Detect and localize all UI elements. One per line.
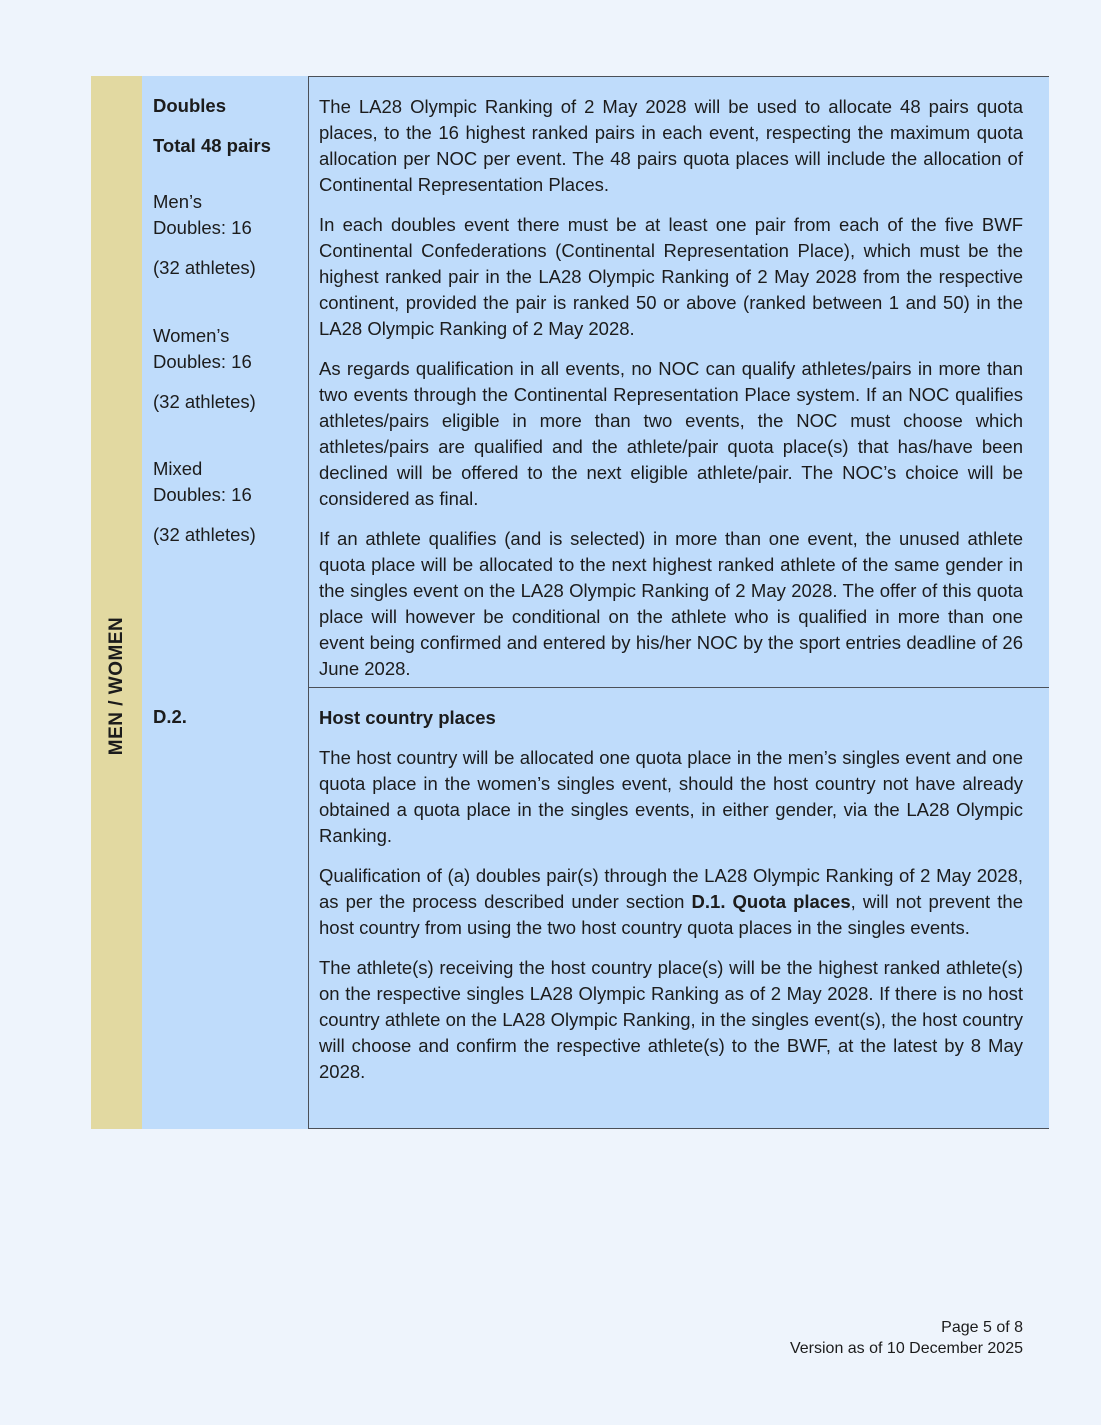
mens-label-line1: Men’s bbox=[153, 191, 203, 212]
doubles-title: Doubles bbox=[153, 95, 226, 116]
paragraph: As regards qualification in all events, no NOC can qualify athletes/pairs in more than two events through the Continental Representation Place system. If an NOC qualifies athletes/pairs eligible in more than two events, the NOC must choose which athletes/pairs are qualified and the athlete/pair quota place(s) that has/have been declined will be offered to the next eligible athlete/pair. The NOC’s choice will be considered as final. bbox=[319, 358, 1023, 509]
doubles-total: Total 48 pairs bbox=[153, 135, 271, 156]
mens-athletes: (32 athletes) bbox=[153, 257, 256, 278]
womens-athletes: (32 athletes) bbox=[153, 391, 256, 412]
mixed-label-line2: Doubles: 16 bbox=[153, 484, 252, 505]
mens-doubles-label bbox=[153, 189, 298, 241]
section-reference: D.1. Quota places bbox=[691, 891, 851, 912]
version-date: Version as of 10 December 2025 bbox=[789, 1340, 1023, 1357]
mens-label-line2: Doubles: 16 bbox=[153, 217, 252, 238]
womens-label-line2: Doubles: 16 bbox=[153, 351, 252, 372]
mixed-label-line1: Mixed bbox=[153, 458, 203, 479]
doubles-label-cell bbox=[142, 76, 308, 687]
side-label: MEN / WOMEN bbox=[105, 616, 127, 756]
paragraph-text: Qualification of (a) doubles pair(s) through the LA28 Olympic Ranking of 2 May 2028, as per the process described under section bbox=[319, 865, 1023, 912]
womens-label-line1: Women’s bbox=[153, 325, 230, 346]
paragraph: The LA28 Olympic Ranking of 2 May 2028 will be used to allocate 48 pairs quota places, to the 16 highest ranked pairs in each event, respecting the maximum quota allocation per NOC per event. The 48 pairs quota places will include the allocation of Continental Representation Places. bbox=[319, 96, 1023, 195]
paragraph: If an athlete qualifies (and is selected) in more than one event, the unused athlete quota place will be allocated to the next highest ranked athlete of the same gender in the singles event on the LA28 Olympic Ranking of 2 May 2028. The offer of this quota place will however be conditional on the athlete who is qualified in more than one event being confirmed and entered by his/her NOC by the sport entries deadline of 26 June 2028. bbox=[319, 528, 1023, 679]
mixed-athletes: (32 athletes) bbox=[153, 524, 256, 545]
paragraph: The host country will be allocated one quota place in the men’s singles event and one quota place in the women’s singles event, should the host country not have already obtained a quota place in the singles events, in either gender, via the LA28 Olympic Ranking. bbox=[319, 747, 1023, 846]
paragraph bbox=[319, 863, 1023, 941]
section-heading: Host country places bbox=[319, 707, 496, 728]
page-number: Page 5 of 8 bbox=[941, 1319, 1023, 1336]
qualification-table bbox=[91, 76, 1049, 1129]
paragraph: In each doubles event there must be at least one pair from each of the five BWF Continental Confederations (Continental Representation Place), which must be the highest ranked pair in the LA28 Olympic Ranking of 2 May 2028 from the respective continent, provided the pair is ranked 50 or above (ranked between 1 and 50) in the LA28 Olympic Ranking of 2 May 2028. bbox=[319, 214, 1023, 339]
page-footer bbox=[790, 1317, 1023, 1359]
mixed-doubles-label bbox=[153, 456, 298, 508]
side-band bbox=[91, 76, 142, 1129]
host-code-cell bbox=[142, 687, 308, 1129]
host-text-cell bbox=[308, 687, 1049, 1129]
doubles-text-cell bbox=[308, 76, 1049, 687]
womens-doubles-label bbox=[153, 323, 298, 375]
paragraph: The athlete(s) receiving the host country place(s) will be the highest ranked athlete(s) on the respective singles LA28 Olympic Ranking as of 2 May 2028. If there is no host country athlete on the LA28 Olympic Ranking, in the singles event(s), the host country will choose and confirm the respective athlete(s) to the BWF, at the latest by 8 May 2028. bbox=[319, 957, 1023, 1082]
section-code: D.2. bbox=[153, 706, 187, 727]
paragraph-text: , will not prevent the host country from using the two host country quota places in the singles events. bbox=[319, 891, 1023, 938]
